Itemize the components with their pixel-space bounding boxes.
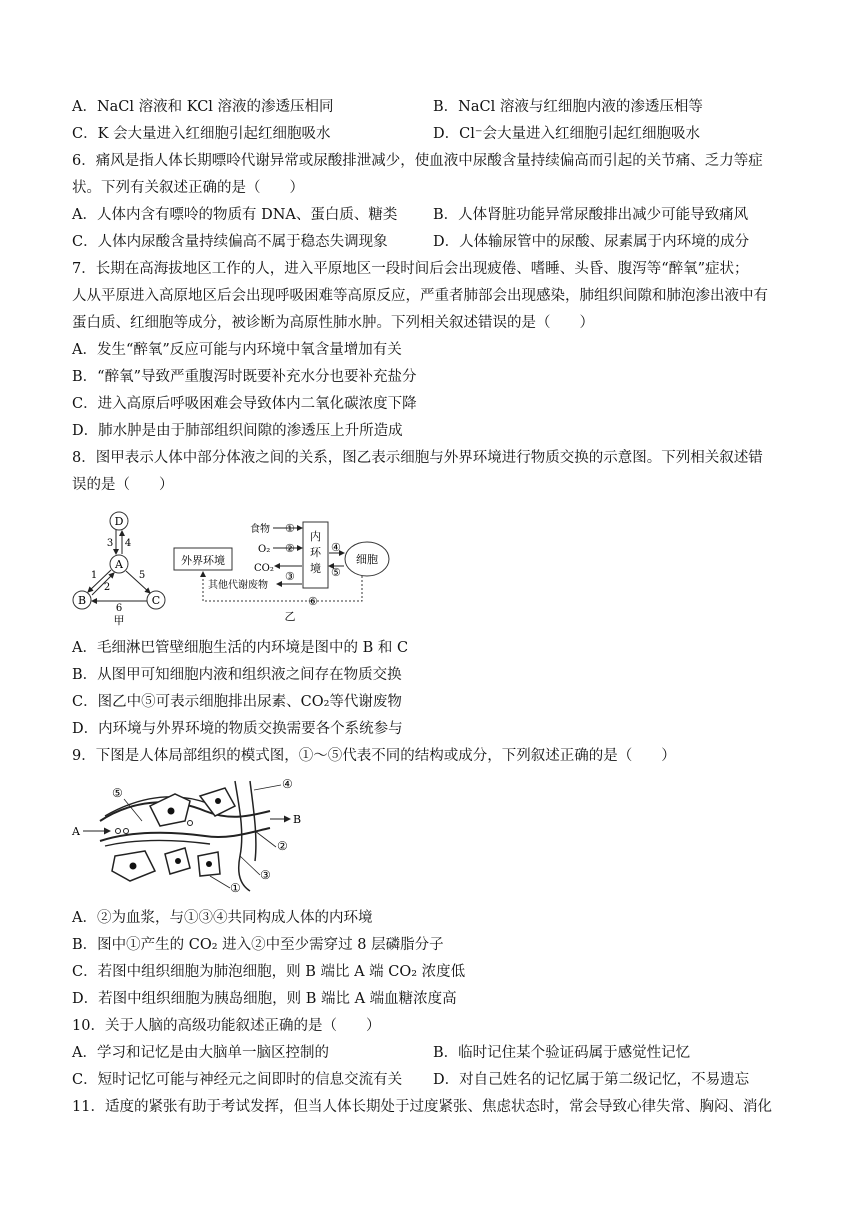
cell-nucleus xyxy=(175,858,181,864)
capillary-lower-wall xyxy=(100,828,270,841)
num-4-yi: ④ xyxy=(331,541,341,554)
lymph-vessel-2 xyxy=(250,781,256,861)
cell-nucleus xyxy=(206,861,212,867)
q10-option-c: C．短时记忆可能与神经元之间即时的信息交流有关 xyxy=(72,1072,403,1088)
label-5: ⑤ xyxy=(112,786,123,800)
label-1: ① xyxy=(230,881,241,895)
inner-label-2: 环 xyxy=(310,546,321,559)
q8-stem-line2: 误的是（ ） xyxy=(72,477,174,493)
num-1-yi: ① xyxy=(285,522,295,535)
caption-yi: 乙 xyxy=(284,610,296,623)
q8-option-b: B．从图甲可知细胞内液和组织液之间存在物质交换 xyxy=(72,667,402,683)
num-3-yi: ③ xyxy=(285,570,295,583)
q10-option-b: B．临时记住某个验证码属于感觉性记忆 xyxy=(433,1045,691,1061)
q7-stem-line2: 人从平原进入高原地区后会出现呼吸困难等高原反应，严重者肺部会出现感染，肺组织间隙和肺泡渗出液中有 xyxy=(72,288,768,304)
figure-yi xyxy=(172,518,397,624)
node-c-label: C xyxy=(151,594,161,607)
q8-option-a: A．毛细淋巴管壁细胞生活的内环境是图中的 B 和 C xyxy=(72,640,409,656)
q6-option-d: D．人体输尿管中的尿酸、尿素属于内环境的成分 xyxy=(433,234,750,250)
q7-option-b: B．“醉氧”导致严重腹泻时既要补充水分也要补充盐分 xyxy=(72,369,417,385)
figure-jia xyxy=(64,508,174,626)
blood-cell xyxy=(188,821,193,826)
q11-stem-line1: 11．适度的紧张有助于考试发挥，但当人体长期处于过度紧张、焦虑状态时，常会导致心律失常、胸闷、消化 xyxy=(72,1099,772,1115)
pointer-4 xyxy=(254,785,281,790)
q10-option-a: A．学习和记忆是由大脑单一脑区控制的 xyxy=(72,1045,329,1061)
label-4: 4 xyxy=(124,538,132,549)
pointer-3 xyxy=(240,856,260,875)
blood-cell xyxy=(124,829,129,834)
q9-option-a: A．②为血浆，与①③④共同构成人体的内环境 xyxy=(72,910,373,926)
q6-stem-line2: 状。下列有关叙述正确的是（ ） xyxy=(72,180,304,196)
inner-label-3: 境 xyxy=(310,562,321,575)
label-3: ③ xyxy=(260,868,271,882)
node-b-label: B xyxy=(77,594,87,607)
q5-option-a: A．NaCl 溶液和 KCl 溶液的渗透压相同 xyxy=(72,99,334,115)
label-5: 5 xyxy=(138,570,146,581)
label-2: ② xyxy=(277,839,288,853)
inner-label-1: 内 xyxy=(310,530,321,543)
food-label: 食物 xyxy=(250,524,270,535)
q5-option-b: B．NaCl 溶液与红细胞内液的渗透压相等 xyxy=(433,99,703,115)
q7-stem-line3: 蛋白质、红细胞等成分，被诊断为高原性肺水肿。下列相关叙述错误的是（ ） xyxy=(72,315,594,331)
q6-option-c: C．人体内尿酸含量持续偏高不属于稳态失调现象 xyxy=(72,234,388,250)
cell-nucleus xyxy=(215,798,221,804)
q7-option-d: D．肺水肿是由于肺部组织间隙的渗透压上升所造成 xyxy=(72,423,403,439)
label-2: 2 xyxy=(103,582,111,593)
blood-cell xyxy=(116,829,121,834)
q10-option-d: D．对自己姓名的记忆属于第二级记忆，不易遗忘 xyxy=(433,1072,750,1088)
q10-stem: 10．关于人脑的高级功能叙述正确的是（ ） xyxy=(72,1018,381,1034)
q7-stem-line1: 7．长期在高海拔地区工作的人，进入平原地区一段时间后会出现疲倦、嗜睡、头昏、腹泻等“醉氧”症状； xyxy=(72,261,749,277)
q5-option-d: D．Cl⁻会大量进入红细胞引起红细胞吸水 xyxy=(433,126,701,142)
num-5-yi: ⑤ xyxy=(331,566,341,579)
q9-option-d: D．若图中组织细胞为胰岛细胞，则 B 端比 A 端血糖浓度高 xyxy=(72,991,457,1007)
q8-stem-line1: 8．图甲表示人体中部分体液之间的关系，图乙表示细胞与外界环境进行物质交换的示意图。下列相关叙述错 xyxy=(72,450,763,466)
node-a-label: A xyxy=(115,558,123,571)
q6-option-b: B．人体肾脏功能异常尿酸排出减少可能导致痛风 xyxy=(433,207,749,223)
q8-option-c: C．图乙中⑤可表示细胞排出尿素、CO₂等代谢废物 xyxy=(72,694,402,710)
cell-label: 细胞 xyxy=(356,553,378,566)
pointer-2 xyxy=(255,831,276,847)
outer-environment-label: 外界环境 xyxy=(181,554,225,567)
label-3: 3 xyxy=(106,538,114,549)
q9-stem: 9．下图是人体局部组织的模式图，①～⑤代表不同的结构或成分，下列叙述正确的是（ ） xyxy=(72,748,676,764)
waste-label: 其他代谢废物 xyxy=(208,580,268,591)
q9-option-b: B．图中①产生的 CO₂ 进入②中至少需穿过 8 层磷脂分子 xyxy=(72,937,444,953)
q5-option-c: C．K 会大量进入红细胞引起红细胞吸水 xyxy=(72,126,331,142)
capillary-lower-wall-2 xyxy=(105,841,210,847)
cell-nucleus xyxy=(168,808,175,815)
label-a-end: A xyxy=(72,825,80,838)
q9-option-c: C．若图中组织细胞为肺泡细胞，则 B 端比 A 端 CO₂ 浓度低 xyxy=(72,964,466,980)
label-b-end: B xyxy=(293,813,302,826)
num-6-yi: ⑥ xyxy=(308,595,318,608)
o2-label: O₂ xyxy=(258,544,271,555)
label-1: 1 xyxy=(90,570,98,581)
caption-jia: 甲 xyxy=(113,614,125,626)
num-2-yi: ② xyxy=(285,542,295,555)
co2-label: CO₂ xyxy=(254,563,274,574)
pointer-5 xyxy=(124,799,142,821)
label-4: ④ xyxy=(282,777,293,791)
pointer-1 xyxy=(210,876,230,888)
q7-option-c: C．进入高原后呼吸困难会导致体内二氧化碳浓度下降 xyxy=(72,396,417,412)
label-6: 6 xyxy=(115,603,123,614)
node-d-label: D xyxy=(114,515,124,528)
q7-option-a: A．发生“醉氧”反应可能与内环境中氧含量增加有关 xyxy=(72,342,402,358)
figure-tissue xyxy=(70,776,305,898)
q8-option-d: D．内环境与外界环境的物质交换需要各个系统参与 xyxy=(72,721,403,737)
cell-nucleus xyxy=(130,863,137,870)
q6-option-a: A．人体内含有嘌呤的物质有 DNA、蛋白质、糖类 xyxy=(72,207,398,223)
q6-stem-line1: 6．痛风是指人体长期嘌呤代谢异常或尿酸排泄减少，使血液中尿酸含量持续偏高而引起的关节痛、乏力等症 xyxy=(72,153,763,169)
